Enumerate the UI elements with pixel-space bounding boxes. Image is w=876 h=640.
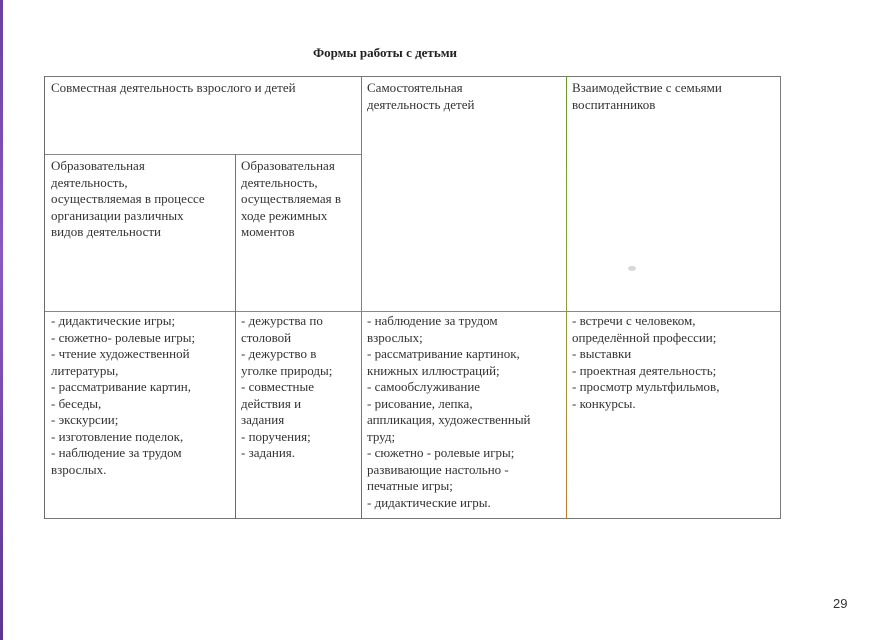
table-border-col3 (361, 76, 362, 519)
scan-edge (0, 0, 3, 640)
table-border-left (44, 76, 45, 519)
table-border-subheader (44, 154, 361, 155)
subheader-educational-activity-types: Образовательная деятельность, осуществляемая в процессе организации различных видов деятельности (51, 158, 205, 239)
subheader-educational-activity-routine: Образовательная деятельность, осуществляемая в ходе режимных моментов (241, 158, 341, 239)
body-cell-activity-types: - дидактические игры; - сюжетно- ролевые игры; - чтение художественной литературы, - рассматривание картин, - беседы, - экскурсии; - изготовление поделок, - наблюдение за трудом взрослых. (51, 313, 196, 477)
page-number: 29 (833, 596, 848, 611)
body-cell-independent: - наблюдение за трудом взрослых; - рассматривание картинок, книжных иллюстраций; - самообслуживание - рисование, лепка, аппликация, художественный труд; - сюжетно - ролевые игры; развивающие настольно - печатные игры; - дидактические игры. (367, 313, 531, 510)
table-border-col2 (235, 154, 236, 519)
page-title: Формы работы с детьми (312, 45, 458, 60)
body-cell-routine: - дежурства по столовой - дежурство в уголке природы; - совместные действия и задания - поручения; - задания. (241, 313, 333, 460)
body-cell-family: - встречи с человеком, определённой профессии; - выставки - проектная деятельность; - просмотр мультфильмов, - конкурсы. (572, 313, 720, 411)
table-border-bottom (44, 518, 781, 519)
table-border-col4 (566, 76, 567, 519)
scan-speck (628, 266, 636, 271)
header-independent-activity: Самостоятельная деятельность детей (367, 80, 475, 112)
header-joint-activity: Совместная деятельность взрослого и детей (51, 80, 296, 95)
table-border-right (780, 76, 781, 519)
header-family-interaction: Взаимодействие с семьями воспитанников (572, 80, 722, 112)
table-border-header-bottom (44, 311, 781, 312)
table-border-top (44, 76, 781, 77)
